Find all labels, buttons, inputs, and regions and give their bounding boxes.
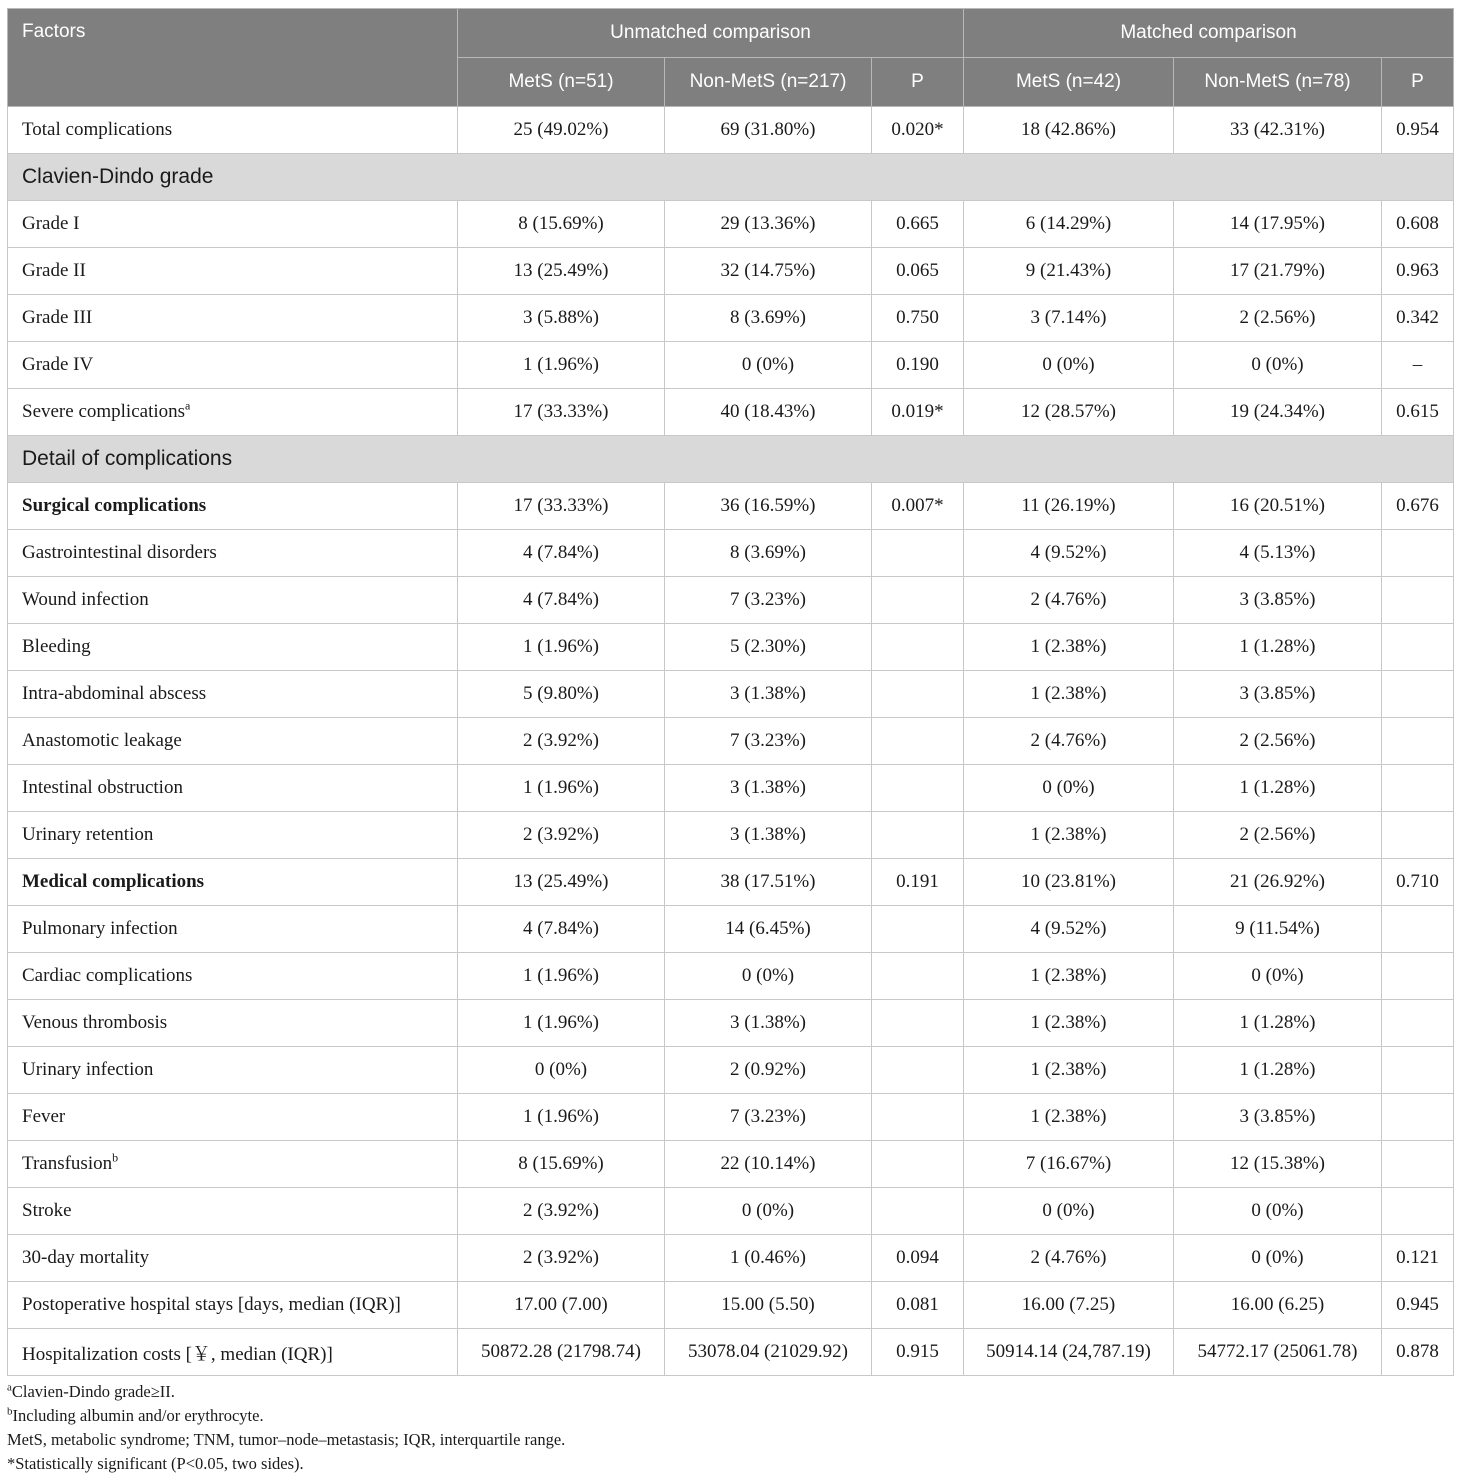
footnote-marker: b xyxy=(112,1150,119,1165)
table-row xyxy=(8,295,1454,342)
value-cell: 1 (1.28%) xyxy=(1174,624,1382,671)
value-cell: 1 (2.38%) xyxy=(964,671,1174,718)
row-label-cell xyxy=(8,1188,458,1235)
row-label: Venous thrombosis xyxy=(22,1012,168,1033)
value-cell: 1 (1.96%) xyxy=(458,342,665,389)
value-cell: 3 (3.85%) xyxy=(1174,671,1382,718)
p-value-cell xyxy=(1382,812,1454,859)
p-value-cell xyxy=(1382,765,1454,812)
value-cell: 16 (20.51%) xyxy=(1174,483,1382,530)
row-label: Medical complications xyxy=(22,871,205,892)
p-value-cell xyxy=(872,765,964,812)
header-unmatched-p: P xyxy=(872,58,964,107)
p-value-cell: 0.081 xyxy=(872,1282,964,1329)
row-label: Grade I xyxy=(22,213,80,234)
value-cell: 12 (28.57%) xyxy=(964,389,1174,436)
value-cell: 9 (11.54%) xyxy=(1174,906,1382,953)
footnote xyxy=(7,1404,1453,1428)
value-cell: 1 (1.28%) xyxy=(1174,1000,1382,1047)
p-value-cell: 0.710 xyxy=(1382,859,1454,906)
p-value-cell: 0.191 xyxy=(872,859,964,906)
footnote-marker: a xyxy=(7,1381,12,1394)
value-cell: 21 (26.92%) xyxy=(1174,859,1382,906)
table-row xyxy=(8,1235,1454,1282)
row-label-cell xyxy=(8,483,458,530)
p-value-cell: 0.121 xyxy=(1382,1235,1454,1282)
footnote-marker: b xyxy=(7,1405,13,1418)
value-cell: 33 (42.31%) xyxy=(1174,107,1382,154)
p-value-cell xyxy=(872,1188,964,1235)
value-cell: 0 (0%) xyxy=(964,765,1174,812)
table-row xyxy=(8,624,1454,671)
row-label-cell xyxy=(8,671,458,718)
row-label-cell xyxy=(8,530,458,577)
row-label: Transfusion xyxy=(22,1153,113,1174)
p-value-cell: 0.954 xyxy=(1382,107,1454,154)
p-value-cell: 0.676 xyxy=(1382,483,1454,530)
value-cell: 1 (2.38%) xyxy=(964,953,1174,1000)
row-label: Gastrointestinal disorders xyxy=(22,542,217,563)
table-container xyxy=(7,8,1453,1476)
value-cell: 17.00 (7.00) xyxy=(458,1282,665,1329)
header-matched-nonmets: Non-MetS (n=78) xyxy=(1174,58,1382,107)
p-value-cell: 0.007* xyxy=(872,483,964,530)
value-cell: 50872.28 (21798.74) xyxy=(458,1329,665,1376)
value-cell: 8 (15.69%) xyxy=(458,1141,665,1188)
row-label: Severe complications xyxy=(22,401,186,422)
row-label-cell xyxy=(8,765,458,812)
value-cell: 1 (2.38%) xyxy=(964,1094,1174,1141)
p-value-cell xyxy=(872,624,964,671)
p-value-cell xyxy=(872,577,964,624)
value-cell: 13 (25.49%) xyxy=(458,248,665,295)
value-cell: 53078.04 (21029.92) xyxy=(665,1329,872,1376)
value-cell: 1 (1.96%) xyxy=(458,1094,665,1141)
value-cell: 2 (4.76%) xyxy=(964,1235,1174,1282)
table-row xyxy=(8,812,1454,859)
table-row xyxy=(8,953,1454,1000)
footnote-text: MetS, metabolic syndrome; TNM, tumor–node–metastasis; IQR, interquartile range. xyxy=(7,1430,566,1449)
value-cell: 16.00 (7.25) xyxy=(964,1282,1174,1329)
table-row xyxy=(8,906,1454,953)
value-cell: 2 (4.76%) xyxy=(964,718,1174,765)
value-cell: 3 (1.38%) xyxy=(665,1000,872,1047)
value-cell: 17 (21.79%) xyxy=(1174,248,1382,295)
p-value-cell xyxy=(872,1000,964,1047)
row-label-cell xyxy=(8,624,458,671)
p-value-cell xyxy=(1382,906,1454,953)
row-label-cell xyxy=(8,1329,458,1376)
value-cell: 17 (33.33%) xyxy=(458,483,665,530)
value-cell: 4 (5.13%) xyxy=(1174,530,1382,577)
table-row xyxy=(8,1329,1454,1376)
row-label: Urinary infection xyxy=(22,1059,154,1080)
value-cell: 1 (1.96%) xyxy=(458,765,665,812)
footnote-text: Clavien-Dindo grade≥II. xyxy=(11,1382,175,1401)
p-value-cell xyxy=(1382,1141,1454,1188)
value-cell: 15.00 (5.50) xyxy=(665,1282,872,1329)
value-cell: 3 (1.38%) xyxy=(665,765,872,812)
row-label-cell xyxy=(8,812,458,859)
p-value-cell xyxy=(1382,671,1454,718)
row-label: Grade IV xyxy=(22,354,94,375)
value-cell: 4 (9.52%) xyxy=(964,530,1174,577)
p-value-cell xyxy=(1382,577,1454,624)
header-matched: Matched comparison xyxy=(964,9,1454,58)
value-cell: 0 (0%) xyxy=(964,1188,1174,1235)
p-value-cell xyxy=(1382,1094,1454,1141)
table-row xyxy=(8,107,1454,154)
p-value-cell xyxy=(872,906,964,953)
row-label: Intestinal obstruction xyxy=(22,777,183,798)
row-label-cell xyxy=(8,953,458,1000)
table-row xyxy=(8,1141,1454,1188)
p-value-cell: 0.665 xyxy=(872,201,964,248)
row-label-cell xyxy=(8,107,458,154)
table-body xyxy=(8,107,1454,1376)
p-value-cell: 0.020* xyxy=(872,107,964,154)
value-cell: 36 (16.59%) xyxy=(665,483,872,530)
value-cell: 7 (3.23%) xyxy=(665,577,872,624)
value-cell: 3 (7.14%) xyxy=(964,295,1174,342)
row-label: Postoperative hospital stays [days, median (IQR)] xyxy=(22,1294,401,1315)
row-label: Stroke xyxy=(22,1200,72,1221)
p-value-cell: 0.915 xyxy=(872,1329,964,1376)
value-cell: 3 (1.38%) xyxy=(665,812,872,859)
value-cell: 8 (15.69%) xyxy=(458,201,665,248)
section-row xyxy=(8,154,1454,201)
value-cell: 2 (2.56%) xyxy=(1174,295,1382,342)
value-cell: 0 (0%) xyxy=(1174,1235,1382,1282)
p-value-cell: 0.065 xyxy=(872,248,964,295)
header-matched-p: P xyxy=(1382,58,1454,107)
row-label: Surgical complications xyxy=(22,495,207,516)
p-value-cell: 0.615 xyxy=(1382,389,1454,436)
value-cell: 38 (17.51%) xyxy=(665,859,872,906)
p-value-cell xyxy=(872,812,964,859)
value-cell: 14 (6.45%) xyxy=(665,906,872,953)
footnote xyxy=(7,1380,1453,1404)
row-label-cell xyxy=(8,248,458,295)
value-cell: 1 (1.96%) xyxy=(458,953,665,1000)
row-label-cell xyxy=(8,1141,458,1188)
row-label-cell xyxy=(8,342,458,389)
value-cell: 1 (1.96%) xyxy=(458,1000,665,1047)
value-cell: 2 (3.92%) xyxy=(458,718,665,765)
header-factors: Factors xyxy=(8,9,458,107)
value-cell: 25 (49.02%) xyxy=(458,107,665,154)
value-cell: 0 (0%) xyxy=(665,342,872,389)
value-cell: 54772.17 (25061.78) xyxy=(1174,1329,1382,1376)
p-value-cell xyxy=(1382,530,1454,577)
section-label: Detail of complications xyxy=(8,436,1454,483)
value-cell: 0 (0%) xyxy=(964,342,1174,389)
value-cell: 5 (9.80%) xyxy=(458,671,665,718)
value-cell: 1 (0.46%) xyxy=(665,1235,872,1282)
p-value-cell xyxy=(872,718,964,765)
row-label-cell xyxy=(8,1282,458,1329)
row-label-cell xyxy=(8,1047,458,1094)
value-cell: 8 (3.69%) xyxy=(665,295,872,342)
footnotes xyxy=(7,1380,1453,1476)
table-row xyxy=(8,1094,1454,1141)
value-cell: 18 (42.86%) xyxy=(964,107,1174,154)
value-cell: 6 (14.29%) xyxy=(964,201,1174,248)
table-row xyxy=(8,1000,1454,1047)
table-row xyxy=(8,859,1454,906)
row-label-cell xyxy=(8,389,458,436)
value-cell: 1 (1.96%) xyxy=(458,624,665,671)
p-value-cell xyxy=(1382,1188,1454,1235)
row-label: Urinary retention xyxy=(22,824,154,845)
table-row xyxy=(8,201,1454,248)
value-cell: 4 (9.52%) xyxy=(964,906,1174,953)
value-cell: 16.00 (6.25) xyxy=(1174,1282,1382,1329)
value-cell: 1 (1.28%) xyxy=(1174,765,1382,812)
p-value-cell xyxy=(1382,1047,1454,1094)
value-cell: 0 (0%) xyxy=(458,1047,665,1094)
row-label: Fever xyxy=(22,1106,66,1127)
value-cell: 4 (7.84%) xyxy=(458,906,665,953)
footnote-text: *Statistically significant (P<0.05, two sides). xyxy=(7,1454,304,1473)
value-cell: 22 (10.14%) xyxy=(665,1141,872,1188)
value-cell: 2 (0.92%) xyxy=(665,1047,872,1094)
p-value-cell xyxy=(872,1141,964,1188)
complications-table xyxy=(7,8,1454,1376)
value-cell: 2 (3.92%) xyxy=(458,1235,665,1282)
value-cell: 8 (3.69%) xyxy=(665,530,872,577)
p-value-cell: 0.190 xyxy=(872,342,964,389)
footnote-text: Including albumin and/or erythrocyte. xyxy=(12,1406,264,1425)
row-label-cell xyxy=(8,718,458,765)
table-row xyxy=(8,530,1454,577)
p-value-cell xyxy=(1382,1000,1454,1047)
p-value-cell: 0.750 xyxy=(872,295,964,342)
value-cell: 7 (3.23%) xyxy=(665,718,872,765)
p-value-cell: 0.094 xyxy=(872,1235,964,1282)
p-value-cell xyxy=(1382,953,1454,1000)
row-label-cell xyxy=(8,577,458,624)
p-value-cell xyxy=(872,953,964,1000)
section-label: Clavien-Dindo grade xyxy=(8,154,1454,201)
row-label: Wound infection xyxy=(22,589,149,610)
row-label: Bleeding xyxy=(22,636,91,657)
p-value-cell: – xyxy=(1382,342,1454,389)
value-cell: 4 (7.84%) xyxy=(458,577,665,624)
row-label-cell xyxy=(8,1235,458,1282)
p-value-cell xyxy=(872,671,964,718)
row-label: 30-day mortality xyxy=(22,1247,150,1268)
row-label: Cardiac complications xyxy=(22,965,193,986)
row-label: Hospitalization costs [￥, median (IQR)] xyxy=(22,1343,333,1365)
header-unmatched-nonmets: Non-MetS (n=217) xyxy=(665,58,872,107)
row-label-cell xyxy=(8,201,458,248)
value-cell: 40 (18.43%) xyxy=(665,389,872,436)
value-cell: 1 (2.38%) xyxy=(964,624,1174,671)
value-cell: 19 (24.34%) xyxy=(1174,389,1382,436)
table-row xyxy=(8,342,1454,389)
value-cell: 17 (33.33%) xyxy=(458,389,665,436)
value-cell: 2 (3.92%) xyxy=(458,812,665,859)
p-value-cell xyxy=(872,1094,964,1141)
value-cell: 1 (2.38%) xyxy=(964,1000,1174,1047)
p-value-cell xyxy=(872,530,964,577)
value-cell: 2 (4.76%) xyxy=(964,577,1174,624)
table-row xyxy=(8,577,1454,624)
row-label: Intra-abdominal abscess xyxy=(22,683,207,704)
footnote xyxy=(7,1452,1453,1476)
value-cell: 12 (15.38%) xyxy=(1174,1141,1382,1188)
table-row xyxy=(8,248,1454,295)
value-cell: 13 (25.49%) xyxy=(458,859,665,906)
table-row xyxy=(8,1047,1454,1094)
row-label-cell xyxy=(8,295,458,342)
value-cell: 50914.14 (24,787.19) xyxy=(964,1329,1174,1376)
value-cell: 2 (3.92%) xyxy=(458,1188,665,1235)
value-cell: 10 (23.81%) xyxy=(964,859,1174,906)
p-value-cell: 0.878 xyxy=(1382,1329,1454,1376)
value-cell: 0 (0%) xyxy=(665,953,872,1000)
p-value-cell: 0.608 xyxy=(1382,201,1454,248)
footnote-marker: a xyxy=(185,398,191,413)
row-label-cell xyxy=(8,859,458,906)
table-row xyxy=(8,1282,1454,1329)
value-cell: 14 (17.95%) xyxy=(1174,201,1382,248)
p-value-cell xyxy=(1382,624,1454,671)
value-cell: 0 (0%) xyxy=(1174,953,1382,1000)
value-cell: 3 (5.88%) xyxy=(458,295,665,342)
value-cell: 7 (3.23%) xyxy=(665,1094,872,1141)
value-cell: 2 (2.56%) xyxy=(1174,718,1382,765)
header-unmatched-mets: MetS (n=51) xyxy=(458,58,665,107)
value-cell: 1 (2.38%) xyxy=(964,812,1174,859)
value-cell: 32 (14.75%) xyxy=(665,248,872,295)
value-cell: 3 (1.38%) xyxy=(665,671,872,718)
header-row-groups xyxy=(8,9,1454,58)
p-value-cell: 0.945 xyxy=(1382,1282,1454,1329)
table-row xyxy=(8,718,1454,765)
value-cell: 69 (31.80%) xyxy=(665,107,872,154)
value-cell: 7 (16.67%) xyxy=(964,1141,1174,1188)
value-cell: 1 (1.28%) xyxy=(1174,1047,1382,1094)
value-cell: 0 (0%) xyxy=(1174,342,1382,389)
value-cell: 9 (21.43%) xyxy=(964,248,1174,295)
row-label-cell xyxy=(8,906,458,953)
value-cell: 0 (0%) xyxy=(665,1188,872,1235)
row-label: Total complications xyxy=(22,119,173,140)
p-value-cell: 0.342 xyxy=(1382,295,1454,342)
p-value-cell: 0.963 xyxy=(1382,248,1454,295)
table-row xyxy=(8,765,1454,812)
value-cell: 4 (7.84%) xyxy=(458,530,665,577)
value-cell: 5 (2.30%) xyxy=(665,624,872,671)
row-label: Pulmonary infection xyxy=(22,918,178,939)
table-row xyxy=(8,483,1454,530)
value-cell: 11 (26.19%) xyxy=(964,483,1174,530)
value-cell: 0 (0%) xyxy=(1174,1188,1382,1235)
value-cell: 2 (2.56%) xyxy=(1174,812,1382,859)
row-label: Grade II xyxy=(22,260,86,281)
footnote xyxy=(7,1428,1453,1452)
value-cell: 3 (3.85%) xyxy=(1174,1094,1382,1141)
row-label: Grade III xyxy=(22,307,93,328)
p-value-cell: 0.019* xyxy=(872,389,964,436)
p-value-cell xyxy=(1382,718,1454,765)
table-row xyxy=(8,1188,1454,1235)
section-row xyxy=(8,436,1454,483)
row-label: Anastomotic leakage xyxy=(22,730,182,751)
value-cell: 29 (13.36%) xyxy=(665,201,872,248)
row-label-cell xyxy=(8,1000,458,1047)
row-label-cell xyxy=(8,1094,458,1141)
table-row xyxy=(8,671,1454,718)
header-unmatched: Unmatched comparison xyxy=(458,9,964,58)
value-cell: 1 (2.38%) xyxy=(964,1047,1174,1094)
value-cell: 3 (3.85%) xyxy=(1174,577,1382,624)
header-matched-mets: MetS (n=42) xyxy=(964,58,1174,107)
p-value-cell xyxy=(872,1047,964,1094)
table-row xyxy=(8,389,1454,436)
